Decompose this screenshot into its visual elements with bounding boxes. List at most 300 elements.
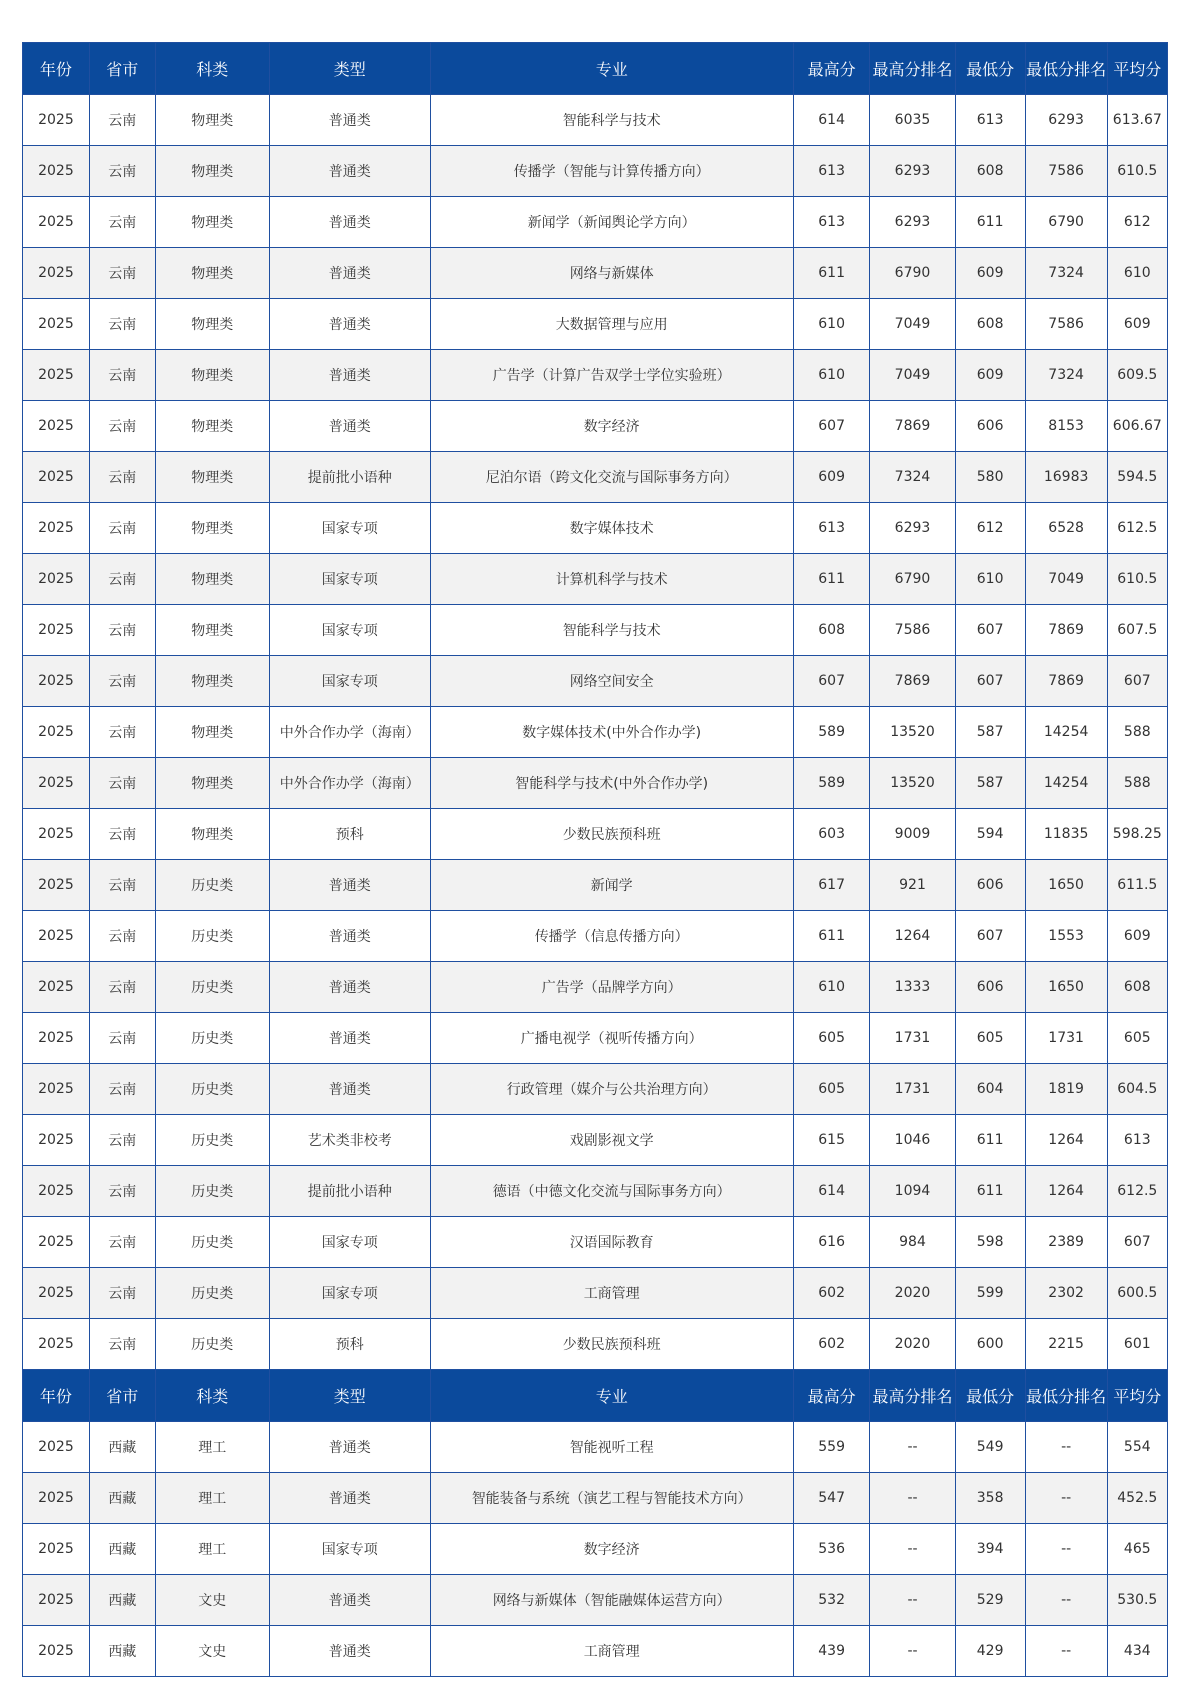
cell-highest-score-rank: 9009 xyxy=(870,809,955,860)
cell-admission-type: 普通类 xyxy=(269,1473,430,1524)
cell-lowest-score-rank: 6293 xyxy=(1025,95,1107,146)
cell-lowest-score-rank: -- xyxy=(1025,1422,1107,1473)
cell-subject-category: 物理类 xyxy=(155,350,269,401)
cell-province: 云南 xyxy=(89,503,155,554)
cell-subject-category: 物理类 xyxy=(155,503,269,554)
cell-lowest-score-rank: 1819 xyxy=(1025,1064,1107,1115)
cell-subject-category: 物理类 xyxy=(155,146,269,197)
cell-subject-category: 历史类 xyxy=(155,911,269,962)
cell-subject-category: 物理类 xyxy=(155,656,269,707)
cell-major: 少数民族预科班 xyxy=(430,1319,793,1370)
cell-highest-score: 603 xyxy=(793,809,870,860)
cell-major: 新闻学（新闻舆论学方向） xyxy=(430,197,793,248)
cell-admission-type: 普通类 xyxy=(269,1064,430,1115)
cell-year: 2025 xyxy=(23,707,90,758)
cell-highest-score-rank: -- xyxy=(870,1473,955,1524)
cell-highest-score-rank: 1094 xyxy=(870,1166,955,1217)
cell-average-score: 465 xyxy=(1107,1524,1167,1575)
cell-highest-score-rank: 6293 xyxy=(870,146,955,197)
column-header-subject-category: 科类 xyxy=(155,43,269,95)
cell-subject-category: 理工 xyxy=(155,1524,269,1575)
table-row xyxy=(23,554,1168,605)
cell-highest-score: 611 xyxy=(793,554,870,605)
cell-province: 云南 xyxy=(89,1064,155,1115)
table-row xyxy=(23,1013,1168,1064)
cell-admission-type: 国家专项 xyxy=(269,656,430,707)
cell-major: 新闻学 xyxy=(430,860,793,911)
cell-subject-category: 历史类 xyxy=(155,1319,269,1370)
cell-lowest-score-rank: 7586 xyxy=(1025,299,1107,350)
cell-year: 2025 xyxy=(23,860,90,911)
cell-lowest-score-rank: 7324 xyxy=(1025,350,1107,401)
cell-lowest-score-rank: -- xyxy=(1025,1626,1107,1677)
cell-lowest-score-rank: 14254 xyxy=(1025,707,1107,758)
cell-year: 2025 xyxy=(23,401,90,452)
column-header-major: 专业 xyxy=(430,1370,793,1422)
cell-admission-type: 预科 xyxy=(269,809,430,860)
cell-province: 西藏 xyxy=(89,1422,155,1473)
column-header-highest-score-rank: 最高分排名 xyxy=(870,1370,955,1422)
cell-province: 云南 xyxy=(89,401,155,452)
cell-highest-score: 532 xyxy=(793,1575,870,1626)
cell-average-score: 607 xyxy=(1107,1217,1167,1268)
column-header-lowest-score: 最低分 xyxy=(955,1370,1025,1422)
table-row xyxy=(23,248,1168,299)
cell-major: 数字媒体技术(中外合作办学) xyxy=(430,707,793,758)
table-row xyxy=(23,860,1168,911)
cell-highest-score: 610 xyxy=(793,350,870,401)
table-row xyxy=(23,1473,1168,1524)
cell-highest-score: 613 xyxy=(793,197,870,248)
cell-subject-category: 历史类 xyxy=(155,1013,269,1064)
cell-year: 2025 xyxy=(23,605,90,656)
cell-lowest-score-rank: 2302 xyxy=(1025,1268,1107,1319)
cell-highest-score-rank: 6035 xyxy=(870,95,955,146)
cell-subject-category: 历史类 xyxy=(155,1064,269,1115)
cell-major: 行政管理（媒介与公共治理方向） xyxy=(430,1064,793,1115)
cell-highest-score-rank: -- xyxy=(870,1422,955,1473)
cell-average-score: 613 xyxy=(1107,1115,1167,1166)
cell-lowest-score: 594 xyxy=(955,809,1025,860)
section1-header-row xyxy=(23,43,1168,95)
cell-highest-score: 613 xyxy=(793,503,870,554)
column-header-year: 年份 xyxy=(23,43,90,95)
column-header-major: 专业 xyxy=(430,43,793,95)
cell-lowest-score: 611 xyxy=(955,1166,1025,1217)
cell-highest-score-rank: 2020 xyxy=(870,1319,955,1370)
column-header-average-score: 平均分 xyxy=(1107,1370,1167,1422)
cell-average-score: 612.5 xyxy=(1107,503,1167,554)
cell-lowest-score: 607 xyxy=(955,656,1025,707)
cell-major: 数字媒体技术 xyxy=(430,503,793,554)
cell-admission-type: 普通类 xyxy=(269,911,430,962)
cell-province: 云南 xyxy=(89,1268,155,1319)
table-row xyxy=(23,503,1168,554)
cell-admission-type: 普通类 xyxy=(269,248,430,299)
cell-major: 数字经济 xyxy=(430,401,793,452)
cell-lowest-score-rank: 16983 xyxy=(1025,452,1107,503)
cell-subject-category: 物理类 xyxy=(155,758,269,809)
cell-province: 云南 xyxy=(89,248,155,299)
cell-highest-score-rank: 7324 xyxy=(870,452,955,503)
cell-province: 云南 xyxy=(89,911,155,962)
cell-highest-score-rank: 6790 xyxy=(870,248,955,299)
cell-admission-type: 国家专项 xyxy=(269,503,430,554)
cell-admission-type: 普通类 xyxy=(269,146,430,197)
cell-province: 云南 xyxy=(89,146,155,197)
column-header-highest-score: 最高分 xyxy=(793,43,870,95)
cell-major: 智能科学与技术 xyxy=(430,605,793,656)
cell-highest-score: 536 xyxy=(793,1524,870,1575)
cell-year: 2025 xyxy=(23,1166,90,1217)
table-row xyxy=(23,1422,1168,1473)
cell-major: 尼泊尔语（跨文化交流与国际事务方向） xyxy=(430,452,793,503)
cell-lowest-score-rank: 6528 xyxy=(1025,503,1107,554)
cell-highest-score: 602 xyxy=(793,1268,870,1319)
cell-subject-category: 物理类 xyxy=(155,299,269,350)
cell-admission-type: 普通类 xyxy=(269,1422,430,1473)
cell-lowest-score-rank: -- xyxy=(1025,1473,1107,1524)
cell-major: 网络空间安全 xyxy=(430,656,793,707)
cell-year: 2025 xyxy=(23,1626,90,1677)
cell-lowest-score: 607 xyxy=(955,605,1025,656)
cell-average-score: 609 xyxy=(1107,299,1167,350)
cell-highest-score: 609 xyxy=(793,452,870,503)
cell-year: 2025 xyxy=(23,197,90,248)
cell-admission-type: 国家专项 xyxy=(269,605,430,656)
column-header-average-score: 平均分 xyxy=(1107,43,1167,95)
cell-year: 2025 xyxy=(23,350,90,401)
cell-admission-type: 普通类 xyxy=(269,1626,430,1677)
cell-highest-score-rank: 1731 xyxy=(870,1013,955,1064)
cell-subject-category: 物理类 xyxy=(155,707,269,758)
cell-highest-score-rank: 7586 xyxy=(870,605,955,656)
cell-lowest-score-rank: 11835 xyxy=(1025,809,1107,860)
cell-lowest-score-rank: 6790 xyxy=(1025,197,1107,248)
cell-lowest-score: 606 xyxy=(955,860,1025,911)
cell-year: 2025 xyxy=(23,95,90,146)
cell-average-score: 604.5 xyxy=(1107,1064,1167,1115)
cell-highest-score: 589 xyxy=(793,707,870,758)
cell-year: 2025 xyxy=(23,911,90,962)
cell-highest-score-rank: 1731 xyxy=(870,1064,955,1115)
cell-major: 智能视听工程 xyxy=(430,1422,793,1473)
cell-year: 2025 xyxy=(23,452,90,503)
cell-lowest-score: 613 xyxy=(955,95,1025,146)
cell-major: 广播电视学（视听传播方向） xyxy=(430,1013,793,1064)
cell-province: 云南 xyxy=(89,452,155,503)
cell-year: 2025 xyxy=(23,146,90,197)
cell-lowest-score: 587 xyxy=(955,707,1025,758)
cell-admission-type: 提前批小语种 xyxy=(269,452,430,503)
cell-province: 云南 xyxy=(89,1217,155,1268)
cell-admission-type: 普通类 xyxy=(269,350,430,401)
cell-major: 广告学（计算广告双学士学位实验班） xyxy=(430,350,793,401)
table-row xyxy=(23,707,1168,758)
cell-year: 2025 xyxy=(23,1268,90,1319)
cell-subject-category: 历史类 xyxy=(155,1166,269,1217)
cell-average-score: 607.5 xyxy=(1107,605,1167,656)
cell-province: 云南 xyxy=(89,95,155,146)
table-row xyxy=(23,911,1168,962)
cell-year: 2025 xyxy=(23,1422,90,1473)
cell-average-score: 434 xyxy=(1107,1626,1167,1677)
cell-lowest-score: 608 xyxy=(955,146,1025,197)
cell-average-score: 598.25 xyxy=(1107,809,1167,860)
cell-admission-type: 普通类 xyxy=(269,1575,430,1626)
cell-admission-type: 提前批小语种 xyxy=(269,1166,430,1217)
cell-lowest-score-rank: 1650 xyxy=(1025,860,1107,911)
cell-highest-score-rank: 921 xyxy=(870,860,955,911)
cell-subject-category: 历史类 xyxy=(155,1115,269,1166)
cell-lowest-score-rank: 7324 xyxy=(1025,248,1107,299)
table-row xyxy=(23,758,1168,809)
cell-highest-score-rank: 6790 xyxy=(870,554,955,605)
table-row xyxy=(23,1064,1168,1115)
cell-major: 计算机科学与技术 xyxy=(430,554,793,605)
cell-lowest-score: 611 xyxy=(955,1115,1025,1166)
cell-province: 云南 xyxy=(89,962,155,1013)
cell-lowest-score-rank: 1553 xyxy=(1025,911,1107,962)
cell-major: 戏剧影视文学 xyxy=(430,1115,793,1166)
cell-major: 网络与新媒体 xyxy=(430,248,793,299)
table-row xyxy=(23,1166,1168,1217)
cell-lowest-score: 600 xyxy=(955,1319,1025,1370)
cell-admission-type: 普通类 xyxy=(269,860,430,911)
cell-year: 2025 xyxy=(23,503,90,554)
cell-admission-type: 预科 xyxy=(269,1319,430,1370)
cell-major: 工商管理 xyxy=(430,1268,793,1319)
cell-average-score: 609 xyxy=(1107,911,1167,962)
column-header-admission-type: 类型 xyxy=(269,1370,430,1422)
cell-average-score: 608 xyxy=(1107,962,1167,1013)
cell-lowest-score: 599 xyxy=(955,1268,1025,1319)
cell-average-score: 613.67 xyxy=(1107,95,1167,146)
cell-subject-category: 历史类 xyxy=(155,860,269,911)
cell-lowest-score: 587 xyxy=(955,758,1025,809)
cell-lowest-score: 607 xyxy=(955,911,1025,962)
cell-province: 云南 xyxy=(89,1013,155,1064)
cell-lowest-score: 606 xyxy=(955,962,1025,1013)
cell-province: 云南 xyxy=(89,554,155,605)
cell-lowest-score-rank: 1650 xyxy=(1025,962,1107,1013)
cell-subject-category: 物理类 xyxy=(155,401,269,452)
cell-year: 2025 xyxy=(23,299,90,350)
cell-highest-score-rank: 13520 xyxy=(870,758,955,809)
cell-admission-type: 中外合作办学（海南） xyxy=(269,758,430,809)
cell-lowest-score: 606 xyxy=(955,401,1025,452)
cell-major: 智能科学与技术(中外合作办学) xyxy=(430,758,793,809)
table-row xyxy=(23,962,1168,1013)
cell-highest-score: 610 xyxy=(793,299,870,350)
cell-highest-score-rank: -- xyxy=(870,1575,955,1626)
cell-lowest-score-rank: 2389 xyxy=(1025,1217,1107,1268)
cell-year: 2025 xyxy=(23,962,90,1013)
cell-subject-category: 物理类 xyxy=(155,554,269,605)
column-header-highest-score-rank: 最高分排名 xyxy=(870,43,955,95)
cell-lowest-score: 598 xyxy=(955,1217,1025,1268)
cell-highest-score: 611 xyxy=(793,248,870,299)
cell-subject-category: 文史 xyxy=(155,1626,269,1677)
cell-subject-category: 理工 xyxy=(155,1422,269,1473)
cell-highest-score: 605 xyxy=(793,1064,870,1115)
cell-lowest-score: 604 xyxy=(955,1064,1025,1115)
admission-scores-container xyxy=(22,42,1168,1677)
cell-year: 2025 xyxy=(23,248,90,299)
cell-admission-type: 普通类 xyxy=(269,299,430,350)
cell-year: 2025 xyxy=(23,1319,90,1370)
cell-year: 2025 xyxy=(23,656,90,707)
cell-highest-score: 610 xyxy=(793,962,870,1013)
cell-lowest-score: 612 xyxy=(955,503,1025,554)
cell-lowest-score-rank: 8153 xyxy=(1025,401,1107,452)
cell-highest-score-rank: 2020 xyxy=(870,1268,955,1319)
cell-lowest-score-rank: 14254 xyxy=(1025,758,1107,809)
cell-lowest-score: 605 xyxy=(955,1013,1025,1064)
cell-average-score: 610.5 xyxy=(1107,146,1167,197)
cell-highest-score-rank: 7049 xyxy=(870,350,955,401)
cell-lowest-score: 608 xyxy=(955,299,1025,350)
cell-average-score: 452.5 xyxy=(1107,1473,1167,1524)
cell-average-score: 610 xyxy=(1107,248,1167,299)
cell-average-score: 612 xyxy=(1107,197,1167,248)
cell-province: 云南 xyxy=(89,1166,155,1217)
cell-major: 传播学（智能与计算传播方向） xyxy=(430,146,793,197)
cell-major: 德语（中德文化交流与国际事务方向） xyxy=(430,1166,793,1217)
cell-major: 工商管理 xyxy=(430,1626,793,1677)
cell-admission-type: 国家专项 xyxy=(269,1524,430,1575)
column-header-admission-type: 类型 xyxy=(269,43,430,95)
cell-year: 2025 xyxy=(23,758,90,809)
cell-subject-category: 物理类 xyxy=(155,248,269,299)
cell-highest-score-rank: 6293 xyxy=(870,503,955,554)
cell-major: 大数据管理与应用 xyxy=(430,299,793,350)
cell-highest-score-rank: -- xyxy=(870,1626,955,1677)
cell-subject-category: 物理类 xyxy=(155,452,269,503)
cell-lowest-score: 429 xyxy=(955,1626,1025,1677)
table-row xyxy=(23,350,1168,401)
table-row xyxy=(23,1575,1168,1626)
cell-province: 云南 xyxy=(89,758,155,809)
cell-year: 2025 xyxy=(23,1524,90,1575)
cell-subject-category: 物理类 xyxy=(155,605,269,656)
cell-lowest-score: 609 xyxy=(955,350,1025,401)
cell-admission-type: 普通类 xyxy=(269,962,430,1013)
table-row xyxy=(23,197,1168,248)
cell-average-score: 530.5 xyxy=(1107,1575,1167,1626)
table-row xyxy=(23,452,1168,503)
cell-highest-score: 615 xyxy=(793,1115,870,1166)
table-row xyxy=(23,95,1168,146)
table-row xyxy=(23,146,1168,197)
cell-admission-type: 普通类 xyxy=(269,1013,430,1064)
cell-admission-type: 国家专项 xyxy=(269,554,430,605)
table-row xyxy=(23,1115,1168,1166)
cell-major: 智能科学与技术 xyxy=(430,95,793,146)
cell-average-score: 606.67 xyxy=(1107,401,1167,452)
column-header-lowest-score-rank: 最低分排名 xyxy=(1025,1370,1107,1422)
cell-lowest-score: 529 xyxy=(955,1575,1025,1626)
cell-province: 云南 xyxy=(89,656,155,707)
cell-average-score: 609.5 xyxy=(1107,350,1167,401)
cell-year: 2025 xyxy=(23,1064,90,1115)
column-header-lowest-score: 最低分 xyxy=(955,43,1025,95)
cell-province: 云南 xyxy=(89,197,155,248)
cell-lowest-score-rank: 1264 xyxy=(1025,1166,1107,1217)
table-row xyxy=(23,1268,1168,1319)
cell-lowest-score-rank: 2215 xyxy=(1025,1319,1107,1370)
cell-highest-score: 607 xyxy=(793,656,870,707)
cell-lowest-score-rank: 7586 xyxy=(1025,146,1107,197)
cell-lowest-score: 611 xyxy=(955,197,1025,248)
cell-average-score: 594.5 xyxy=(1107,452,1167,503)
cell-highest-score: 616 xyxy=(793,1217,870,1268)
cell-province: 云南 xyxy=(89,860,155,911)
cell-subject-category: 物理类 xyxy=(155,197,269,248)
cell-highest-score: 614 xyxy=(793,1166,870,1217)
cell-highest-score-rank: 7869 xyxy=(870,656,955,707)
cell-average-score: 600.5 xyxy=(1107,1268,1167,1319)
cell-province: 云南 xyxy=(89,350,155,401)
cell-highest-score-rank: 984 xyxy=(870,1217,955,1268)
cell-province: 西藏 xyxy=(89,1575,155,1626)
cell-major: 智能装备与系统（演艺工程与智能技术方向） xyxy=(430,1473,793,1524)
cell-highest-score: 589 xyxy=(793,758,870,809)
cell-highest-score-rank: 1264 xyxy=(870,911,955,962)
table-row xyxy=(23,1217,1168,1268)
column-header-lowest-score-rank: 最低分排名 xyxy=(1025,43,1107,95)
cell-lowest-score-rank: -- xyxy=(1025,1575,1107,1626)
cell-province: 云南 xyxy=(89,809,155,860)
cell-average-score: 588 xyxy=(1107,758,1167,809)
cell-subject-category: 历史类 xyxy=(155,1268,269,1319)
column-header-province: 省市 xyxy=(89,1370,155,1422)
cell-highest-score: 559 xyxy=(793,1422,870,1473)
table-row xyxy=(23,605,1168,656)
column-header-year: 年份 xyxy=(23,1370,90,1422)
column-header-highest-score: 最高分 xyxy=(793,1370,870,1422)
cell-admission-type: 普通类 xyxy=(269,197,430,248)
table-row xyxy=(23,299,1168,350)
cell-highest-score-rank: 1333 xyxy=(870,962,955,1013)
cell-lowest-score-rank: 1264 xyxy=(1025,1115,1107,1166)
column-header-province: 省市 xyxy=(89,43,155,95)
cell-province: 云南 xyxy=(89,1115,155,1166)
cell-average-score: 554 xyxy=(1107,1422,1167,1473)
cell-province: 西藏 xyxy=(89,1524,155,1575)
cell-lowest-score-rank: 7049 xyxy=(1025,554,1107,605)
cell-year: 2025 xyxy=(23,1013,90,1064)
section2-header-row xyxy=(23,1370,1168,1422)
cell-highest-score: 607 xyxy=(793,401,870,452)
table-row xyxy=(23,1626,1168,1677)
cell-province: 云南 xyxy=(89,605,155,656)
cell-subject-category: 历史类 xyxy=(155,962,269,1013)
cell-average-score: 601 xyxy=(1107,1319,1167,1370)
cell-province: 西藏 xyxy=(89,1473,155,1524)
cell-subject-category: 理工 xyxy=(155,1473,269,1524)
cell-highest-score-rank: 13520 xyxy=(870,707,955,758)
cell-highest-score: 613 xyxy=(793,146,870,197)
cell-province: 云南 xyxy=(89,707,155,758)
table-row xyxy=(23,656,1168,707)
cell-admission-type: 国家专项 xyxy=(269,1268,430,1319)
column-header-subject-category: 科类 xyxy=(155,1370,269,1422)
table-row xyxy=(23,1319,1168,1370)
cell-province: 云南 xyxy=(89,1319,155,1370)
cell-province: 西藏 xyxy=(89,1626,155,1677)
cell-major: 传播学（信息传播方向） xyxy=(430,911,793,962)
